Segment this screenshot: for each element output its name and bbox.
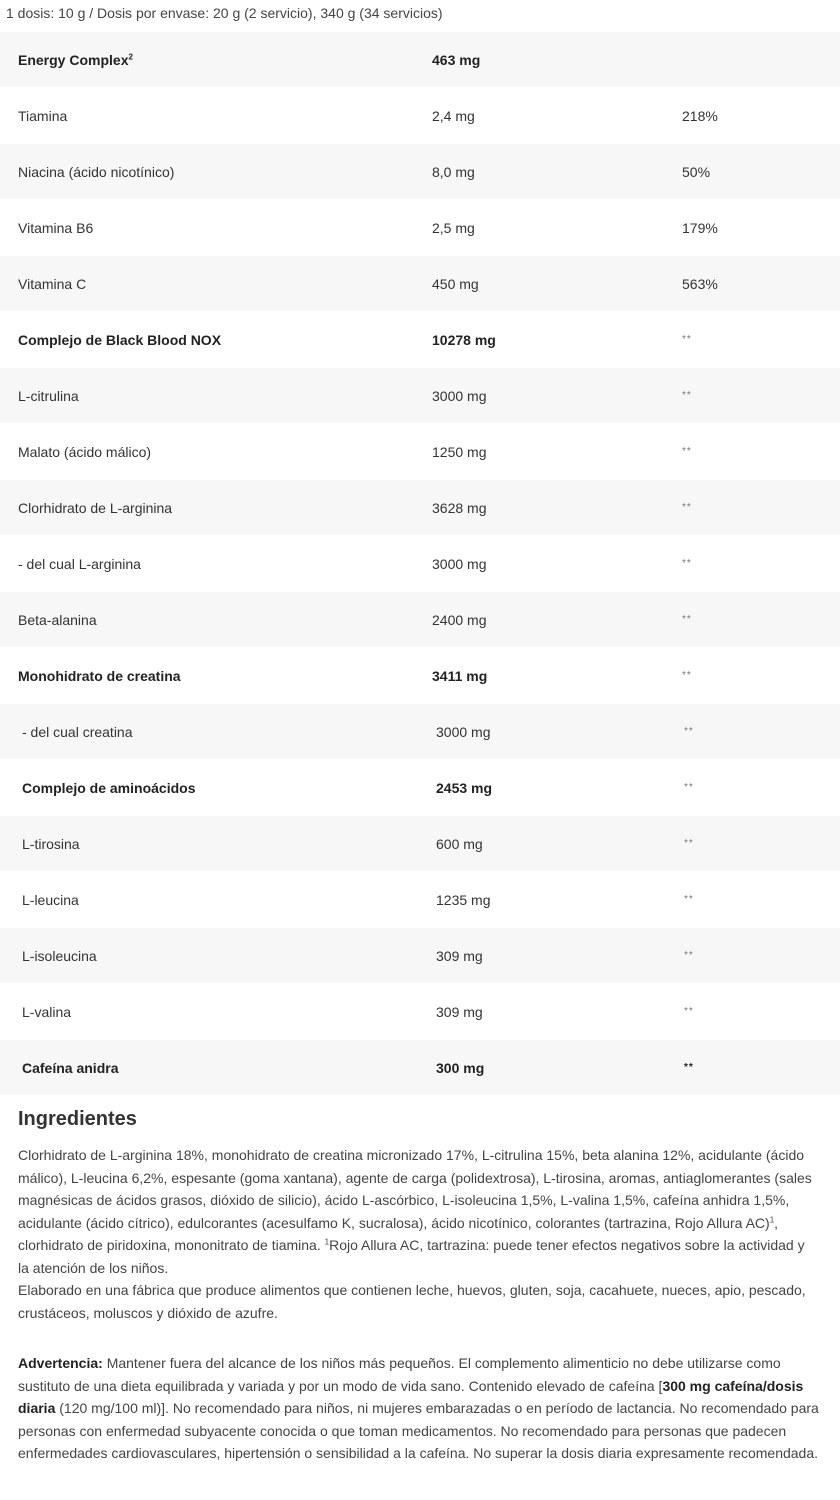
nutrient-amount: 600 mg: [436, 836, 483, 852]
allergens-text: Elaborado en una fábrica que produce alimentos que contienen leche, huevos, gluten, soja, cacahuete, nueces, apio, pescado, crustáceos, moluscos y dióxido de azufre.: [18, 1282, 806, 1321]
nutrient-name: Cafeína anidra: [22, 1060, 119, 1076]
nutrient-name: L-tirosina: [22, 836, 80, 852]
warning-section: [18, 1352, 832, 1465]
nutrient-name: Vitamina B6: [18, 220, 94, 236]
nutrient-percentage: **: [684, 726, 694, 737]
nutrient-amount: 10278 mg: [432, 332, 496, 348]
table-row: [0, 480, 840, 536]
warning-text-2: (120 mg/100 ml)]. No recomendado para niños, ni mujeres embarazadas o en período de lactancia. No recomendado para personas con enfermedad subyacente conocida o que toman medicamentos. No recomendado para personas que padecen enfermedades cardiovasculares, hipertensión o sensibilidad a la cafeína. No superar la dosis diaria expresamente recomendada.: [18, 1400, 819, 1461]
nutrient-percentage: **: [684, 1062, 694, 1073]
table-row: [0, 88, 840, 144]
table-row: [0, 368, 840, 424]
nutrient-percentage: 218%: [682, 108, 718, 124]
nutrient-amount: 2400 mg: [432, 612, 487, 628]
nutrient-name: - del cual L-arginina: [18, 556, 141, 572]
warning-caffeine-dose: 300 mg cafeína/dosis diaria: [18, 1377, 804, 1416]
nutrient-amount: 3628 mg: [432, 500, 487, 516]
ingredients-footnote-mark-2: 1: [324, 1237, 330, 1247]
table-row: [0, 1040, 840, 1096]
table-row: [0, 200, 840, 256]
nutrient-percentage: 179%: [682, 220, 718, 236]
nutrient-amount: 309 mg: [436, 948, 483, 964]
ingredients-footnote-mark: 1: [769, 1214, 775, 1224]
nutrient-percentage: **: [682, 670, 692, 681]
warning-text: Mantener fuera del alcance de los niños más pequeños. El complemento alimenticio no debe utilizarse como sustituto de una dieta equilibrada y variada y por un modo de vida sano. Contenido elevado de cafeína [: [18, 1355, 781, 1394]
nutrient-percentage: **: [684, 1006, 694, 1017]
nutrient-name: Energy Complex$^2$: [18, 52, 133, 68]
nutrient-name: Vitamina C: [18, 276, 87, 292]
ingredients-text-2: , clorhidrato de piridoxina, mononitrato de tiamina.: [18, 1214, 779, 1253]
nutrient-name: Malato (ácido málico): [18, 444, 152, 460]
ingredients-title: Ingredientes: [18, 1108, 137, 1130]
table-row: [0, 760, 840, 816]
nutrient-name: L-isoleucina: [22, 948, 97, 964]
nutrient-amount: 463 mg: [432, 52, 481, 68]
table-row: [0, 872, 840, 928]
nutrient-amount: 2453 mg: [436, 780, 493, 796]
nutrient-amount: 3000 mg: [436, 724, 491, 740]
table-row: [0, 984, 840, 1040]
nutrient-name: Tiamina: [18, 108, 68, 124]
nutrient-amount: 1250 mg: [432, 444, 487, 460]
nutrient-percentage: **: [682, 446, 692, 457]
nutrient-percentage: 50%: [682, 164, 711, 180]
nutrient-name: Complejo de aminoácidos: [22, 780, 196, 796]
nutrient-name: Monohidrato de creatina: [18, 668, 181, 684]
nutrient-amount: 3000 mg: [432, 388, 487, 404]
table-row: [0, 144, 840, 200]
nutrient-amount: 8,0 mg: [432, 164, 475, 180]
table-row: [0, 312, 840, 368]
table-row: [0, 928, 840, 984]
nutrient-amount: 309 mg: [436, 1004, 483, 1020]
table-row: [0, 648, 840, 704]
footnote-mark: 2: [128, 52, 133, 62]
table-row: [0, 592, 840, 648]
warning-label: Advertencia:: [18, 1355, 103, 1371]
nutrient-name: - del cual creatina: [22, 724, 133, 740]
nutrient-amount: 2,5 mg: [432, 220, 475, 236]
nutrient-percentage: **: [682, 558, 692, 569]
table-row: [0, 536, 840, 592]
nutrient-percentage: **: [682, 334, 692, 345]
dose-info-header: 1 dosis: 10 g / Dosis por envase: 20 g (2 servicio), 340 g (34 servicios): [6, 5, 443, 21]
ingredients-text: Clorhidrato de L-arginina 18%, monohidrato de creatina micronizado 17%, L-citrulina 15%, beta alanina 12%, acidulante (ácido málico), L-leucina 6,2%, espesante (goma xantana), agente de carga (polidextrosa), L-tirosina, aromas, antiaglomerantes (sales magnésicas de ácidos grasos, dióxido de silicio), ácido L-ascórbico, L-isoleucina 1,5%, L-valina 1,5%, cafeína anhidra 1,5%, acidulante (ácido cítrico), edulcorantes (acesulfamo K, sucralosa), ácido nicotínico, colorantes (tartrazina, Rojo Allura AC): [18, 1147, 812, 1231]
ingredients-list: [18, 1144, 818, 1279]
nutrient-amount: 1235 mg: [436, 892, 491, 908]
nutrient-name: Clorhidrato de L-arginina: [18, 500, 173, 516]
nutrient-amount: 3411 mg: [432, 668, 488, 684]
nutrient-percentage: **: [684, 782, 694, 793]
nutrient-percentage: **: [684, 894, 694, 905]
nutrient-name: Complejo de Black Blood NOX: [18, 332, 222, 348]
table-row: [0, 256, 840, 312]
nutrient-percentage: **: [682, 614, 692, 625]
ingredients-section: [18, 1144, 818, 1324]
nutrient-amount: 3000 mg: [432, 556, 487, 572]
nutrient-percentage: 563%: [682, 276, 718, 292]
nutrient-amount: 450 mg: [432, 276, 479, 292]
nutrient-amount: 300 mg: [436, 1060, 485, 1076]
nutrient-name: L-citrulina: [18, 388, 79, 404]
nutrient-amount: 2,4 mg: [432, 108, 475, 124]
table-row: [0, 704, 840, 760]
nutrient-name: L-valina: [22, 1004, 72, 1020]
nutrition-table: [0, 32, 840, 1096]
table-row: [0, 424, 840, 480]
nutrient-percentage: **: [682, 390, 692, 401]
nutrient-percentage: **: [684, 950, 694, 961]
nutrient-name: Niacina (ácido nicotínico): [18, 164, 175, 180]
nutrient-name: Beta-alanina: [18, 612, 97, 628]
ingredients-footnote-text: Rojo Allura AC, tartrazina: puede tener efectos negativos sobre la actividad y la atención de los niños.: [18, 1237, 805, 1276]
nutrient-percentage: **: [682, 502, 692, 513]
table-row: [0, 816, 840, 872]
nutrient-percentage: **: [684, 838, 694, 849]
nutrient-name: L-leucina: [22, 892, 79, 908]
table-row: [0, 32, 840, 88]
